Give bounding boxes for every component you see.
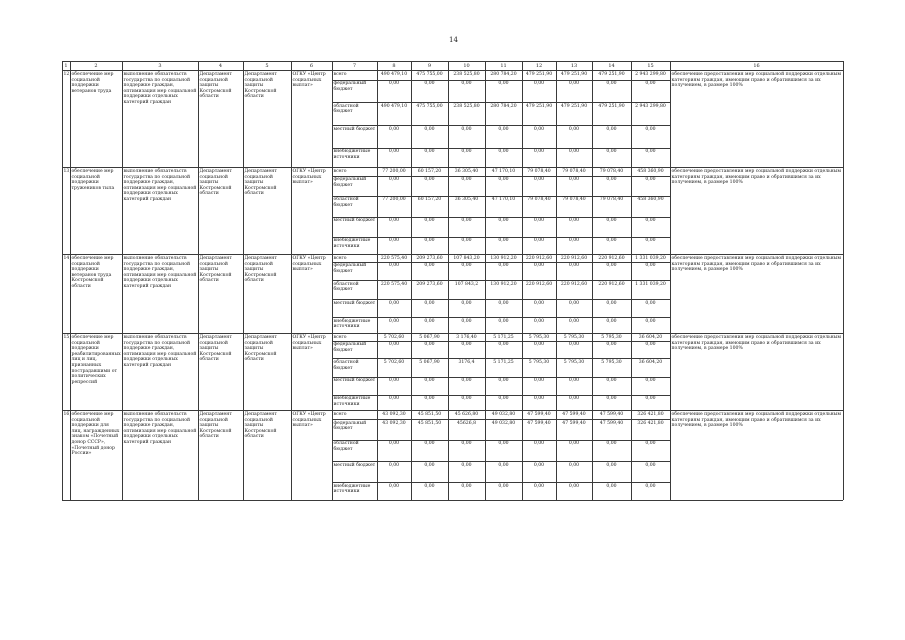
funding-value: 0,00: [533, 483, 545, 489]
funding-value: 0,00: [533, 238, 545, 244]
funding-value: 0,00: [388, 263, 400, 269]
column-number-1: 1: [64, 62, 68, 69]
column-number-9: 9: [427, 62, 432, 69]
column-number-8: 8: [392, 62, 396, 69]
funding-value: 0,00: [606, 149, 617, 155]
funding-value: 479 251,90: [598, 103, 625, 109]
co-executor: Департамент социальной защиты Костромской области: [244, 169, 277, 197]
funding-value: 220 912,60: [598, 281, 625, 287]
responsible-executor: Департамент социальной защиты Костромской области: [199, 169, 232, 197]
funding-value: 0,00: [533, 126, 545, 132]
funding-value: 3176,4: [458, 359, 475, 365]
funding-value: 0,00: [424, 441, 435, 447]
funding-value: 0,00: [568, 342, 580, 348]
column-number-12: 12: [535, 62, 543, 69]
funding-value: 45 851,50: [417, 420, 442, 426]
funding-value: 5 795,30: [601, 359, 622, 365]
funding-value: 0,00: [461, 300, 472, 306]
column-number-14: 14: [608, 62, 615, 69]
funding-source: областной бюджет: [333, 281, 359, 293]
funding-value: 79 078,40: [562, 197, 586, 203]
funding-source: федеральный бюджет: [333, 177, 367, 188]
responsible-executor: Департамент социальной защиты Костромской области: [199, 412, 232, 440]
column-number-2: 2: [94, 62, 98, 69]
funding-value: 0,00: [645, 342, 656, 348]
funding-value: 0,00: [388, 483, 400, 489]
funding-source: федеральный бюджет: [333, 342, 367, 353]
funding-value: 0,00: [498, 218, 509, 224]
responsible-executor: Департамент социальной защиты Костромской области: [199, 72, 232, 100]
funding-value: 0,00: [461, 462, 472, 468]
funding-value: 0,00: [424, 462, 435, 468]
funding-value: 0,00: [498, 263, 509, 269]
responsible-executor: Департамент социальной защиты Костромской области: [199, 256, 232, 284]
funding-source: федеральный бюджет: [333, 420, 367, 432]
funding-value: 107 843,20: [453, 255, 480, 261]
funding-value: 0,00: [568, 483, 580, 489]
funding-value: 479 251,90: [560, 103, 588, 109]
funding-source: местный бюджет: [333, 300, 376, 306]
funding-value: 0,00: [388, 300, 400, 306]
funding-source: внебюджетные источники: [333, 238, 371, 249]
co-executor: Департамент социальной защиты Костромской области: [244, 412, 277, 440]
funding-source: местный бюджет: [333, 462, 376, 468]
funding-value: 47 599,40: [599, 411, 624, 417]
funding-value: 47 599,40: [527, 411, 551, 417]
funding-value: 0,00: [424, 263, 435, 269]
funding-value: 79 078,40: [527, 168, 551, 174]
funding-value: 0,00: [388, 441, 400, 447]
funding-value: 47 599,40: [562, 420, 586, 426]
funding-value: 47 599,40: [527, 420, 551, 426]
measure-goal: выполнение обязательств государства по социальной поддержке граждан, оптимизация мер социальной поддержки отдельных категорий граждан: [123, 335, 197, 368]
funding-value: 238 525,80: [453, 103, 480, 109]
funding-value: 0,00: [606, 263, 617, 269]
funding-value: 479 251,90: [525, 103, 553, 109]
column-number-4: 4: [218, 62, 223, 69]
funding-value: 0,00: [568, 378, 580, 384]
funding-value: 0,00: [424, 149, 435, 155]
funding-value: 0,00: [461, 396, 472, 402]
funding-value: 0,00: [461, 441, 472, 447]
column-number-15: 15: [647, 62, 654, 69]
funding-value: 0,00: [568, 396, 580, 402]
funding-value: 0,00: [645, 81, 656, 87]
row-number: 16): [63, 412, 72, 417]
measure-name: обеспечение мер социальной поддержки тружеников тыла: [71, 169, 115, 191]
row-number: 13): [63, 169, 72, 174]
funding-value: 0,00: [388, 177, 400, 183]
funding-value: 0,00: [498, 149, 509, 155]
funding-source: местный бюджет: [333, 218, 376, 224]
funding-value: 49 032,80: [491, 420, 516, 426]
funding-value: 0,00: [568, 263, 580, 269]
funding-value: 0,00: [424, 126, 435, 132]
funding-value: 0,00: [606, 81, 617, 87]
funding-value: 0,00: [533, 441, 545, 447]
funding-value: 36 305,40: [454, 197, 479, 203]
funding-value: 458 360,90: [637, 168, 664, 174]
funding-value: 0,00: [645, 483, 656, 489]
expected-result: обеспечение предоставления мер социальной поддержки отдельным категориям граждан, имеющим право и обратившимся за их получением, в размере 100%: [671, 335, 841, 352]
funding-value: 326 421,80: [637, 420, 664, 426]
funding-value: 0,00: [388, 218, 400, 224]
funding-value: 0,00: [645, 462, 656, 468]
funding-value: 0,00: [498, 126, 509, 132]
measure-goal: выполнение обязательств государства по социальной поддержке граждан, оптимизация мер социальной поддержки отдельных категорий граждан: [123, 169, 197, 202]
funding-value: 0,00: [388, 318, 400, 324]
funding-value: 326 421,80: [637, 411, 664, 417]
row-number: 15): [63, 335, 72, 340]
expected-result: обеспечение предоставления мер социальной поддержки отдельным категориям граждан, имеющим право и обратившимся за их получением, в размере 100%: [671, 256, 841, 273]
funding-value: 0,00: [606, 177, 617, 183]
funding-value: 5 171,25: [493, 334, 514, 340]
measure-name: обеспечение мер социальной поддержки реабилитированных лиц и лиц, признанных пострадавшими от политических репрессий: [71, 335, 121, 385]
funding-value: 5 795,30: [601, 334, 622, 340]
funding-value: 220 912,60: [560, 281, 588, 287]
table-rule: [62, 500, 843, 501]
funding-value: 0,00: [568, 441, 580, 447]
funding-value: 209 273,60: [416, 281, 443, 287]
funding-value: 0,00: [568, 300, 580, 306]
funding-value: 0,00: [388, 238, 400, 244]
funding-value: 220 575,40: [380, 255, 408, 261]
funding-value: 0,00: [568, 218, 580, 224]
funding-value: 0,00: [424, 300, 435, 306]
funding-value: 458 360,90: [637, 197, 664, 203]
column-number-16: 16: [753, 62, 760, 69]
funding-value: 0,00: [606, 462, 617, 468]
funding-source: областной бюджет: [333, 441, 359, 452]
column-number-6: 6: [309, 62, 314, 69]
funding-value: 0,00: [388, 149, 400, 155]
funding-value: 45 851,50: [417, 411, 442, 417]
funding-value: 3 176,40: [456, 334, 477, 340]
funding-value: 0,00: [461, 238, 472, 244]
funding-value: 5 795,30: [563, 359, 585, 365]
funding-source: всего: [333, 334, 347, 340]
participant: ОГКУ «Центр социальных выплат»: [292, 169, 326, 186]
funding-value: 0,00: [424, 378, 435, 384]
funding-value: 0,00: [498, 81, 509, 87]
column-number-13: 13: [570, 62, 578, 69]
participant: ОГКУ «Центр социальных выплат»: [292, 72, 326, 89]
funding-value: 0,00: [533, 462, 545, 468]
funding-value: 0,00: [424, 177, 435, 183]
co-executor: Департамент социальной защиты Костромской области: [244, 335, 277, 363]
measure-goal: выполнение обязательств государства по социальной поддержке граждан, оптимизация мер социальной поддержки отдельных категорий граждан: [123, 412, 197, 445]
funding-value: 0,00: [606, 318, 617, 324]
funding-value: 220 912,60: [598, 255, 625, 261]
column-number-7: 7: [352, 62, 357, 69]
funding-source: внебюджетные источники: [333, 483, 371, 495]
funding-value: 130 912,20: [490, 281, 517, 287]
funding-value: 0,00: [424, 342, 435, 348]
table-rule: [843, 61, 844, 500]
funding-value: 0,00: [461, 483, 472, 489]
funding-value: 77 200,00: [382, 168, 406, 174]
funding-value: 220 575,40: [380, 281, 408, 287]
funding-value: 0,00: [533, 263, 545, 269]
funding-value: 0,00: [606, 126, 617, 132]
funding-value: 60 157,20: [417, 168, 442, 174]
funding-value: 0,00: [533, 318, 545, 324]
funding-value: 0,00: [606, 378, 617, 384]
expected-result: обеспечение предоставления мер социальной поддержки отдельным категориям граждан, имеющим право и обратившимся за их получением, в размере 100%: [671, 72, 841, 89]
funding-value: 5 067,90: [419, 334, 440, 340]
funding-value: 0,00: [568, 126, 580, 132]
funding-source: местный бюджет: [333, 126, 376, 132]
funding-value: 47 599,40: [562, 411, 586, 417]
measure-goal: выполнение обязательств государства по социальной поддержке граждан, оптимизация мер социальной поддержки отдельных категорий граждан: [123, 256, 197, 289]
funding-value: 49 032,80: [491, 411, 516, 417]
funding-value: 0,00: [498, 177, 509, 183]
funding-source: внебюджетные источники: [333, 396, 371, 407]
funding-value: 36 604,20: [638, 334, 663, 340]
funding-value: 0,00: [606, 218, 617, 224]
funding-value: 107 843,2: [454, 281, 479, 287]
funding-value: 0,00: [533, 378, 545, 384]
funding-value: 45 626,80: [454, 411, 479, 417]
funding-value: 0,00: [645, 238, 656, 244]
funding-value: 2 943 299,80: [635, 71, 666, 77]
funding-value: 220 912,60: [525, 281, 553, 287]
funding-value: 0,00: [645, 318, 656, 324]
funding-value: 0,00: [498, 238, 509, 244]
funding-source: областной бюджет: [333, 197, 359, 208]
funding-value: 1 331 039,20: [635, 255, 666, 261]
funding-value: 130 912,20: [490, 255, 517, 261]
funding-value: 0,00: [388, 378, 400, 384]
funding-value: 0,00: [498, 441, 509, 447]
funding-source: всего: [333, 255, 347, 261]
funding-value: 0,00: [424, 218, 435, 224]
funding-value: 0,00: [606, 238, 617, 244]
funding-value: 0,00: [461, 342, 472, 348]
funding-value: 5 795,30: [563, 334, 585, 340]
funding-value: 475 755,00: [416, 71, 443, 77]
funding-value: 0,00: [606, 342, 617, 348]
funding-value: 0,00: [533, 396, 545, 402]
funding-value: 60 157,20: [417, 197, 442, 203]
funding-value: 0,00: [645, 300, 656, 306]
funding-source: областной бюджет: [333, 359, 359, 371]
participant: ОГКУ «Центр социальных выплат»: [292, 256, 326, 273]
funding-source: внебюджетные источники: [333, 149, 371, 160]
funding-value: 280 784,20: [490, 71, 517, 77]
funding-source: всего: [333, 411, 347, 417]
funding-value: 0,00: [388, 81, 400, 87]
funding-value: 45626,8: [457, 420, 476, 426]
funding-value: 0,00: [461, 263, 472, 269]
funding-value: 0,00: [645, 396, 656, 402]
funding-value: 0,00: [606, 441, 617, 447]
funding-value: 0,00: [424, 483, 435, 489]
funding-value: 5 702,60: [383, 334, 405, 340]
funding-value: 0,00: [424, 238, 435, 244]
measure-name: обеспечение мер социальной поддержки ветеранов труда: [71, 72, 114, 94]
funding-value: 0,00: [533, 177, 545, 183]
funding-value: 0,00: [461, 318, 472, 324]
funding-value: 36 305,40: [454, 168, 479, 174]
funding-value: 5 795,30: [528, 334, 550, 340]
funding-value: 209 273,60: [416, 255, 443, 261]
funding-value: 5 171,25: [493, 359, 514, 365]
column-number-3: 3: [158, 62, 162, 69]
funding-source: всего: [333, 71, 347, 77]
funding-source: всего: [333, 168, 347, 174]
funding-value: 47 170,10: [491, 197, 516, 203]
funding-value: 0,00: [461, 149, 472, 155]
funding-value: 0,00: [645, 441, 656, 447]
funding-value: 0,00: [498, 318, 509, 324]
funding-value: 79 078,40: [599, 168, 624, 174]
funding-value: 0,00: [645, 218, 656, 224]
expected-result: обеспечение предоставления мер социальной поддержки отдельным категориям граждан, имеющим право и обратившимся за их получением, в размере 100%: [671, 412, 841, 429]
funding-value: 79 078,40: [562, 168, 586, 174]
column-number-10: 10: [463, 62, 470, 69]
row-number: 14): [63, 256, 72, 261]
funding-value: 0,00: [568, 318, 580, 324]
funding-value: 0,00: [498, 378, 509, 384]
funding-value: 79 078,40: [599, 197, 624, 203]
funding-value: 0,00: [645, 149, 656, 155]
responsible-executor: Департамент социальной защиты Костромской области: [199, 335, 232, 363]
funding-value: 479 251,90: [598, 71, 625, 77]
funding-value: 36 604,20: [638, 359, 663, 365]
funding-value: 43 092,30: [382, 411, 406, 417]
funding-value: 0,00: [606, 483, 617, 489]
funding-value: 43 092,30: [382, 420, 406, 426]
funding-value: 0,00: [568, 238, 580, 244]
co-executor: Департамент социальной защиты Костромской области: [244, 256, 277, 284]
row-number: 12): [63, 72, 72, 77]
funding-value: 0,00: [606, 300, 617, 306]
funding-value: 0,00: [645, 263, 656, 269]
funding-source: областной бюджет: [333, 103, 359, 115]
expected-result: обеспечение предоставления мер социальной поддержки отдельным категориям граждан, имеющим право и обратившимся за их получением, в размере 100%: [671, 169, 841, 186]
funding-value: 0,00: [645, 378, 656, 384]
funding-value: 220 912,60: [525, 255, 553, 261]
co-executor: Департамент социальной защиты Костромской области: [244, 72, 277, 100]
funding-value: 0,00: [606, 396, 617, 402]
funding-value: 0,00: [645, 126, 656, 132]
funding-value: 0,00: [461, 126, 472, 132]
funding-value: 0,00: [568, 81, 580, 87]
funding-value: 479 251,90: [560, 71, 588, 77]
funding-value: 5 067,90: [419, 359, 440, 365]
funding-value: 77 200,00: [382, 197, 406, 203]
funding-source: федеральный бюджет: [333, 263, 367, 274]
funding-value: 0,00: [424, 318, 435, 324]
funding-value: 0,00: [461, 378, 472, 384]
funding-value: 0,00: [533, 300, 545, 306]
funding-value: 280 784,20: [490, 103, 517, 109]
funding-source: федеральный бюджет: [333, 81, 367, 92]
funding-value: 490 479,10: [380, 103, 408, 109]
funding-value: 0,00: [388, 396, 400, 402]
funding-value: 0,00: [498, 300, 509, 306]
funding-value: 0,00: [498, 462, 509, 468]
funding-value: 47 599,40: [599, 420, 624, 426]
funding-value: 0,00: [568, 177, 580, 183]
funding-source: местный бюджет: [333, 378, 376, 384]
measure-goal: выполнение обязательств государства по социальной поддержке граждан, оптимизация мер социальной поддержки отдельных категорий граждан: [123, 72, 197, 105]
column-number-5: 5: [265, 62, 269, 69]
funding-value: 0,00: [461, 218, 472, 224]
funding-value: 238 525,80: [453, 71, 480, 77]
funding-value: 79 078,40: [527, 197, 551, 203]
funding-value: 475 755,00: [416, 103, 443, 109]
funding-value: 490 479,10: [380, 71, 408, 77]
page-number: 14: [449, 36, 458, 44]
funding-value: 5 795,30: [528, 359, 550, 365]
funding-value: 0,00: [645, 177, 656, 183]
funding-source: внебюджетные источники: [333, 318, 371, 330]
funding-value: 5 702,60: [383, 359, 405, 365]
funding-value: 0,00: [424, 81, 435, 87]
funding-value: 0,00: [533, 81, 545, 87]
funding-value: 0,00: [388, 126, 400, 132]
funding-value: 0,00: [498, 342, 509, 348]
funding-value: 0,00: [498, 396, 509, 402]
funding-value: 0,00: [568, 149, 580, 155]
measure-name: обеспечение мер социальной поддержки ветеранов труда Костромской области: [71, 256, 114, 289]
column-number-11: 11: [500, 62, 507, 69]
measure-name: обеспечение мер социальной поддержки для лиц, награжденных знаком «Почетный донор СССР», «Почетный донор России»: [71, 412, 120, 457]
funding-value: 0,00: [533, 149, 545, 155]
funding-value: 0,00: [388, 342, 400, 348]
funding-value: 0,00: [424, 396, 435, 402]
funding-value: 0,00: [498, 483, 509, 489]
funding-value: 479 251,90: [525, 71, 553, 77]
funding-value: 0,00: [533, 218, 545, 224]
funding-value: 47 170,10: [491, 168, 516, 174]
funding-value: 1 331 039,20: [635, 281, 666, 287]
participant: ОГКУ «Центр социальных выплат»: [292, 335, 326, 352]
funding-value: 0,00: [461, 177, 472, 183]
funding-value: 0,00: [388, 462, 400, 468]
funding-value: 0,00: [461, 81, 472, 87]
funding-value: 220 912,60: [560, 255, 588, 261]
funding-value: 2 943 299,80: [635, 103, 666, 109]
funding-value: 0,00: [533, 342, 545, 348]
participant: ОГКУ «Центр социальных выплат»: [292, 412, 326, 429]
funding-value: 0,00: [568, 462, 580, 468]
